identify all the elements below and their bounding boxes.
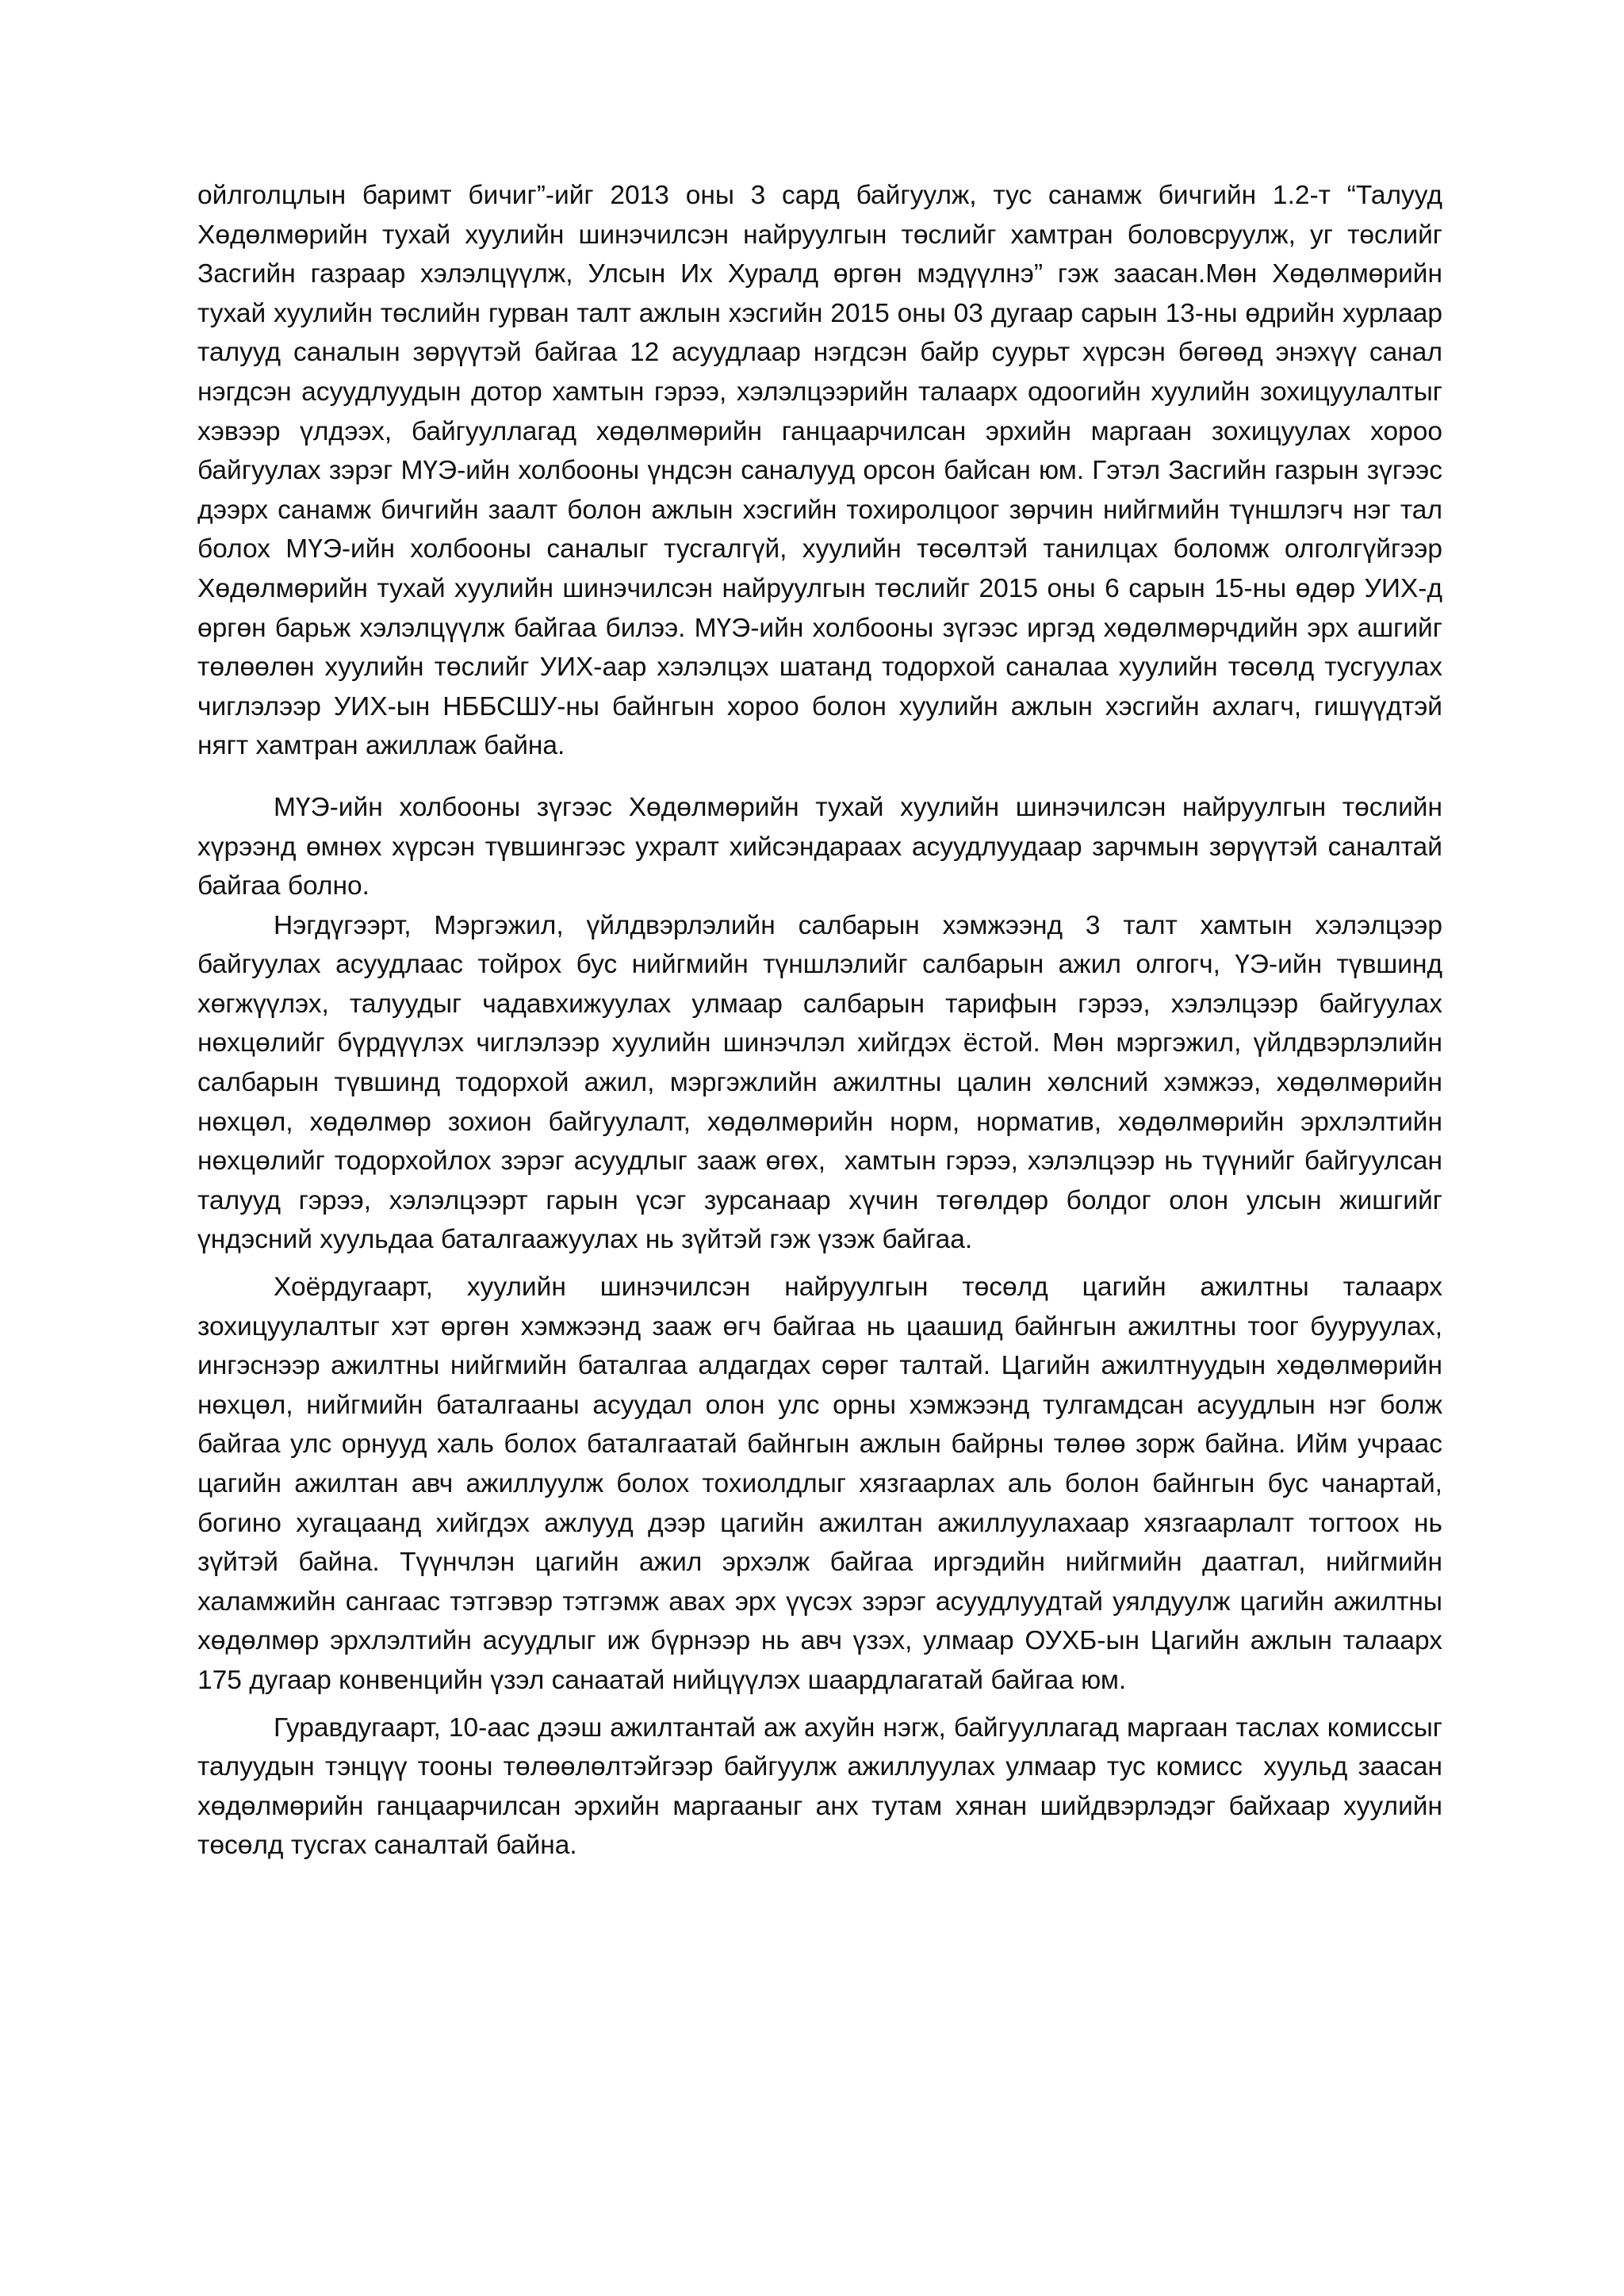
paragraph-first-point: Нэгдүгээрт, Мэргэжил, үйлдвэрлэлийн салбарын хэмжээнд 3 талт хамтын хэлэлцээр байгуулах асуудлаас тойрох бус нийгмийн түншлэлийг салбарын ажил олгогч, ҮЭ-ийн түвшинд хөгжүүлэх, талуудыг чадавхижуулах улмаар салбарын тарифын гэрээ, хэлэлцээр байгуулах нөхцөлийг бүрдүүлэх чиглэлээр хуулийн шинэчлэл хийгдэх ёстой. Мөн мэргэжил, үйлдвэрлэлийн салбарын түвшинд тодорхой ажил, мэргэжлийн ажилтны цалин хөлсний хэмжээ, хөдөлмөрийн нөхцөл, хөдөлмөр зохион байгуулалт, хөдөлмөрийн норм, норматив, хөдөлмөрийн эрхлэлтийн нөхцөлийг тодорхойлох зэрэг асуудлыг зааж өгөх, хамтын гэрээ, хэлэлцээр нь түүнийг байгуулсан талууд гэрээ, хэлэлцээрт гарын үсэг зурсанаар хүчин төгөлдөр болдог олон улсын жишгийг үндэсний хуульдаа баталгаажуулах нь зүйтэй гэж үзэж байгаа. [197, 910, 1450, 1255]
document-body [197, 176, 1450, 1866]
paragraph-position-intro: МҮЭ-ийн холбооны зүгээс Хөдөлмөрийн тухай хуулийн шинэчилсэн найруулгын төслийн хүрээнд өмнөх хүрсэн түвшингээс ухралт хийсэндараах асуудлуудаар зарчмын зөрүүтэй саналтай байгаа болно. [197, 792, 1450, 901]
paragraph-second-point: Хоёрдугаарт, хуулийн шинэчилсэн найруулгын төсөлд цагийн ажилтны талаарх зохицуулалтыг хэт өргөн хэмжээнд зааж өгч байгаа нь цаашид байнгын ажилтны тоог бууруулах, ингэснээр ажилтны нийгмийн баталгаа алдагдах сөрөг талтай. Цагийн ажилтнуудын хөдөлмөрийн нөхцөл, нийгмийн баталгааны асуудал олон улс орны хэмжээнд тулгамдсан асуудлын нэг болж байгаа улс орнууд халь болох баталгаатай байнгын ажлын байрны төлөө зорж байна. Ийм учраас цагийн ажилтан авч ажиллуулж болох тохиолдлыг хязгаарлах аль болон байнгын бус чанартай, богино хугацаанд хийгдэх ажлууд дээр цагийн ажилтан ажиллуулахаар хязгаарлалт тогтоох нь зүйтэй байна. Түүнчлэн цагийн ажил эрхэлж байгаа иргэдийн нийгмийн даатгал, нийгмийн халамжийн сангаас тэтгэвэр тэтгэмж авах эрх үүсэх зэрэг асуудлуудтай уялдуулж цагийн ажилтны хөдөлмөр эрхлэлтийн асуудлыг иж бүрнээр нь авч үзэх, улмаар ОУХБ-ын Цагийн ажлын талаарх 175 дугаар конвенцийн үзэл санаатай нийцүүлэх шаардлагатай байгаа юм. [197, 1272, 1450, 1695]
paragraph-third-point: Гуравдугаарт, 10-аас дээш ажилтантай аж ахуйн нэгж, байгууллагад маргаан таслах комиссыг талуудын тэнцүү тооны төлөөлөлтэйгээр байгуулж ажиллуулах улмаар тус комисс хуульд заасан хөдөлмөрийн ганцаарчилсан эрхийн маргааныг анх тутам хянан шийдвэрлэдэг байхаар хуулийн төсөлд тусгах саналтай байна. [197, 1712, 1450, 1861]
paragraph-memorandum: ойлголцлын баримт бичиг”-ийг 2013 оны 3 сард байгуулж, тус санамж бичгийн 1.2-т “Талууд Хөдөлмөрийн тухай хуулийн шинэчилсэн найруулгын төслийг хамтран боловсруулж, уг төслийг Засгийн газраар хэлэлцүүлж, Улсын Их Хуралд өргөн мэдүүлнэ” гэж заасан.Мөн Хөдөлмөрийн тухай хуулийн төслийн гурван талт ажлын хэсгийн 2015 оны 03 дугаар сарын 13-ны өдрийн хурлаар талууд саналын зөрүүтэй байгаа 12 асуудлаар нэгдсэн байр суурьт хүрсэн бөгөөд энэхүү санал нэгдсэн асуудлуудын дотор хамтын гэрээ, хэлэлцээрийн талаарх одоогийн хуулийн зохицуулалтыг хэвээр үлдээх, байгууллагад хөдөлмөрийн ганцаарчилсан эрхийн маргаан зохицуулах хороо байгуулах зэрэг МҮЭ-ийн холбооны үндсэн саналууд орсон байсан юм. Гэтэл Засгийн газрын зүгээс дээрх санамж бичгийн заалт болон ажлын хэсгийн тохиролцоог зөрчин нийгмийн түншлэгч нэг тал болох МҮЭ-ийн холбооны саналыг тусгалгүй, хуулийн төсөлтэй танилцах боломж олголгүйгээр Хөдөлмөрийн тухай хуулийн шинэчилсэн найруулгын төслийг 2015 оны 6 сарын 15-ны өдөр УИХ-д өргөн барьж хэлэлцүүлж байгаа билээ. МҮЭ-ийн холбооны зүгээс иргэд хөдөлмөрчдийн эрх ашгийг төлөөлөн хуулийн төслийг УИХ-аар хэлэлцэх шатанд тодорхой саналаа хуулийн төсөлд тусгуулах чиглэлээр УИХ-ын НББСШУ-ны байнгын хороо болон хуулийн ажлын хэсгийн ахлагч, гишүүдтэй нягт хамтран ажиллаж байна. [197, 181, 1450, 761]
